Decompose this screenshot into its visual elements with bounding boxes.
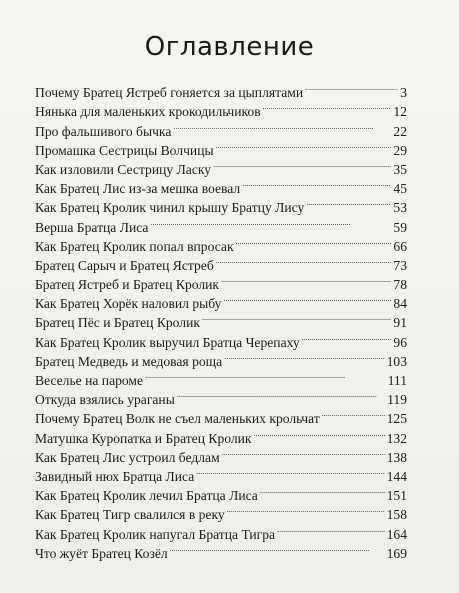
toc-entry-title: Братец Медведь и медовая роща <box>35 353 223 369</box>
toc-entry-page-number: 91 <box>393 315 407 331</box>
toc-entry-title: Как Братец Лис из-за мешка воевал <box>35 181 241 197</box>
toc-entry-page-number: 151 <box>386 488 407 504</box>
toc-entry-page-number: 103 <box>386 353 407 369</box>
page-title: Оглавление <box>144 32 315 62</box>
toc-entry-page-number: 138 <box>386 449 407 465</box>
toc-entry-title: Как Братец Кролик напугал Братца Тигра <box>35 526 276 542</box>
toc-entry-title: Братец Пёс и Братец Кролик <box>35 315 200 331</box>
toc-entry-title: Как Братец Кролик лечил Братца Лиса <box>35 488 258 504</box>
toc-entry-page-number: 111 <box>387 373 407 388</box>
toc-entry-title: Как Братец Кролик попал впросак <box>35 238 234 254</box>
toc-entry-page-number: 29 <box>393 142 407 158</box>
toc-dot-leader <box>263 97 392 116</box>
toc-entry-page-number: 66 <box>393 238 407 254</box>
toc-entry-page-number: 119 <box>387 392 407 408</box>
toc-entry-title: Откуда взялись ураганы <box>35 392 175 408</box>
toc-dot-leader <box>221 270 391 289</box>
toc-dot-leader <box>236 232 392 251</box>
toc-dot-leader <box>202 308 391 327</box>
toc-entry-title: Братец Ястреб и Братец Кролик <box>35 277 220 293</box>
toc-entry-title: Как Братец Лис устроил бедлам <box>35 449 220 465</box>
toc-entry-title: Как Братец Хорёк наловил рыбу <box>35 296 222 312</box>
toc-entry-page-number: 144 <box>386 468 407 484</box>
toc-entry-page-number: 59 <box>393 219 407 235</box>
table-of-contents <box>35 78 407 561</box>
toc-entry-page-number: 125 <box>386 411 407 427</box>
toc-entry-title: Как Братец Кролик чинил крышу Братцу Лису <box>35 200 305 216</box>
toc-entry-page-number: 78 <box>393 277 407 293</box>
toc-entry-page-number: 12 <box>393 104 407 120</box>
toc-dot-leader <box>177 385 385 404</box>
toc-entry-page-number: 158 <box>386 507 407 523</box>
toc-entry-title: Как изловили Сестрицу Ласку <box>35 161 212 177</box>
toc-entry-title: Веселье на пароме <box>35 373 144 388</box>
toc-entry-title: Почему Братец Волк не съел маленьких крольчат <box>35 411 320 427</box>
toc-dot-leader <box>170 539 385 558</box>
toc-dot-leader <box>196 462 384 481</box>
toc-entry-page-number: 84 <box>393 296 407 312</box>
toc-dot-leader <box>216 136 392 155</box>
toc-dot-leader <box>322 404 385 423</box>
toc-entry-title: Промашка Сестрицы Волчицы <box>35 142 214 158</box>
toc-entry-page-number: 132 <box>386 430 407 446</box>
toc-entry-title: Что жуёт Братец Козёл <box>35 545 168 561</box>
toc-dot-leader <box>306 193 391 212</box>
toc-dot-leader <box>302 327 392 346</box>
toc-dot-leader <box>277 519 385 538</box>
toc-dot-leader <box>223 289 391 308</box>
toc-entry <box>35 78 407 101</box>
toc-entry-page-number: 35 <box>393 161 407 177</box>
toc-dot-leader <box>242 174 391 193</box>
toc-dot-leader <box>150 212 391 231</box>
toc-dot-leader <box>213 155 391 174</box>
toc-entry-page-number: 3 <box>400 85 407 101</box>
toc-entry-page-number: 169 <box>386 545 407 561</box>
toc-dot-leader <box>224 347 384 366</box>
toc-entry-title: Братец Сарыч и Братец Ястреб <box>35 257 214 273</box>
toc-dot-leader <box>254 423 385 442</box>
toc-entry-title: Завидный нюх Братца Лиса <box>35 468 195 484</box>
toc-entry-title: Про фальшивого бычка <box>35 123 172 139</box>
toc-dot-leader <box>222 443 385 462</box>
toc-entry-page-number: 53 <box>393 200 407 216</box>
toc-entry-page-number: 164 <box>386 526 407 542</box>
toc-entry-page-number: 22 <box>393 123 407 139</box>
toc-entry-title: Как Братец Тигр свалился в реку <box>35 507 225 523</box>
toc-dot-leader <box>145 366 386 385</box>
toc-entry-title: Почему Братец Ястреб гоняется за цыплятами <box>35 85 304 101</box>
toc-entry-page-number: 45 <box>393 181 407 197</box>
toc-entry-title: Матушка Куропатка и Братец Кролик <box>35 430 252 446</box>
toc-dot-leader <box>260 481 385 500</box>
toc-dot-leader <box>227 500 385 519</box>
toc-dot-leader <box>305 78 398 97</box>
toc-dot-leader <box>216 251 392 270</box>
toc-entry-title: Как Братец Кролик выручил Братца Черепаху <box>35 334 300 350</box>
toc-dot-leader <box>173 116 391 135</box>
toc-entry-title: Нянька для маленьких крокодильчиков <box>35 104 261 120</box>
toc-entry-page-number: 96 <box>393 334 407 350</box>
toc-entry-page-number: 73 <box>393 257 407 273</box>
toc-entry-title: Верша Братца Лиса <box>35 219 149 235</box>
